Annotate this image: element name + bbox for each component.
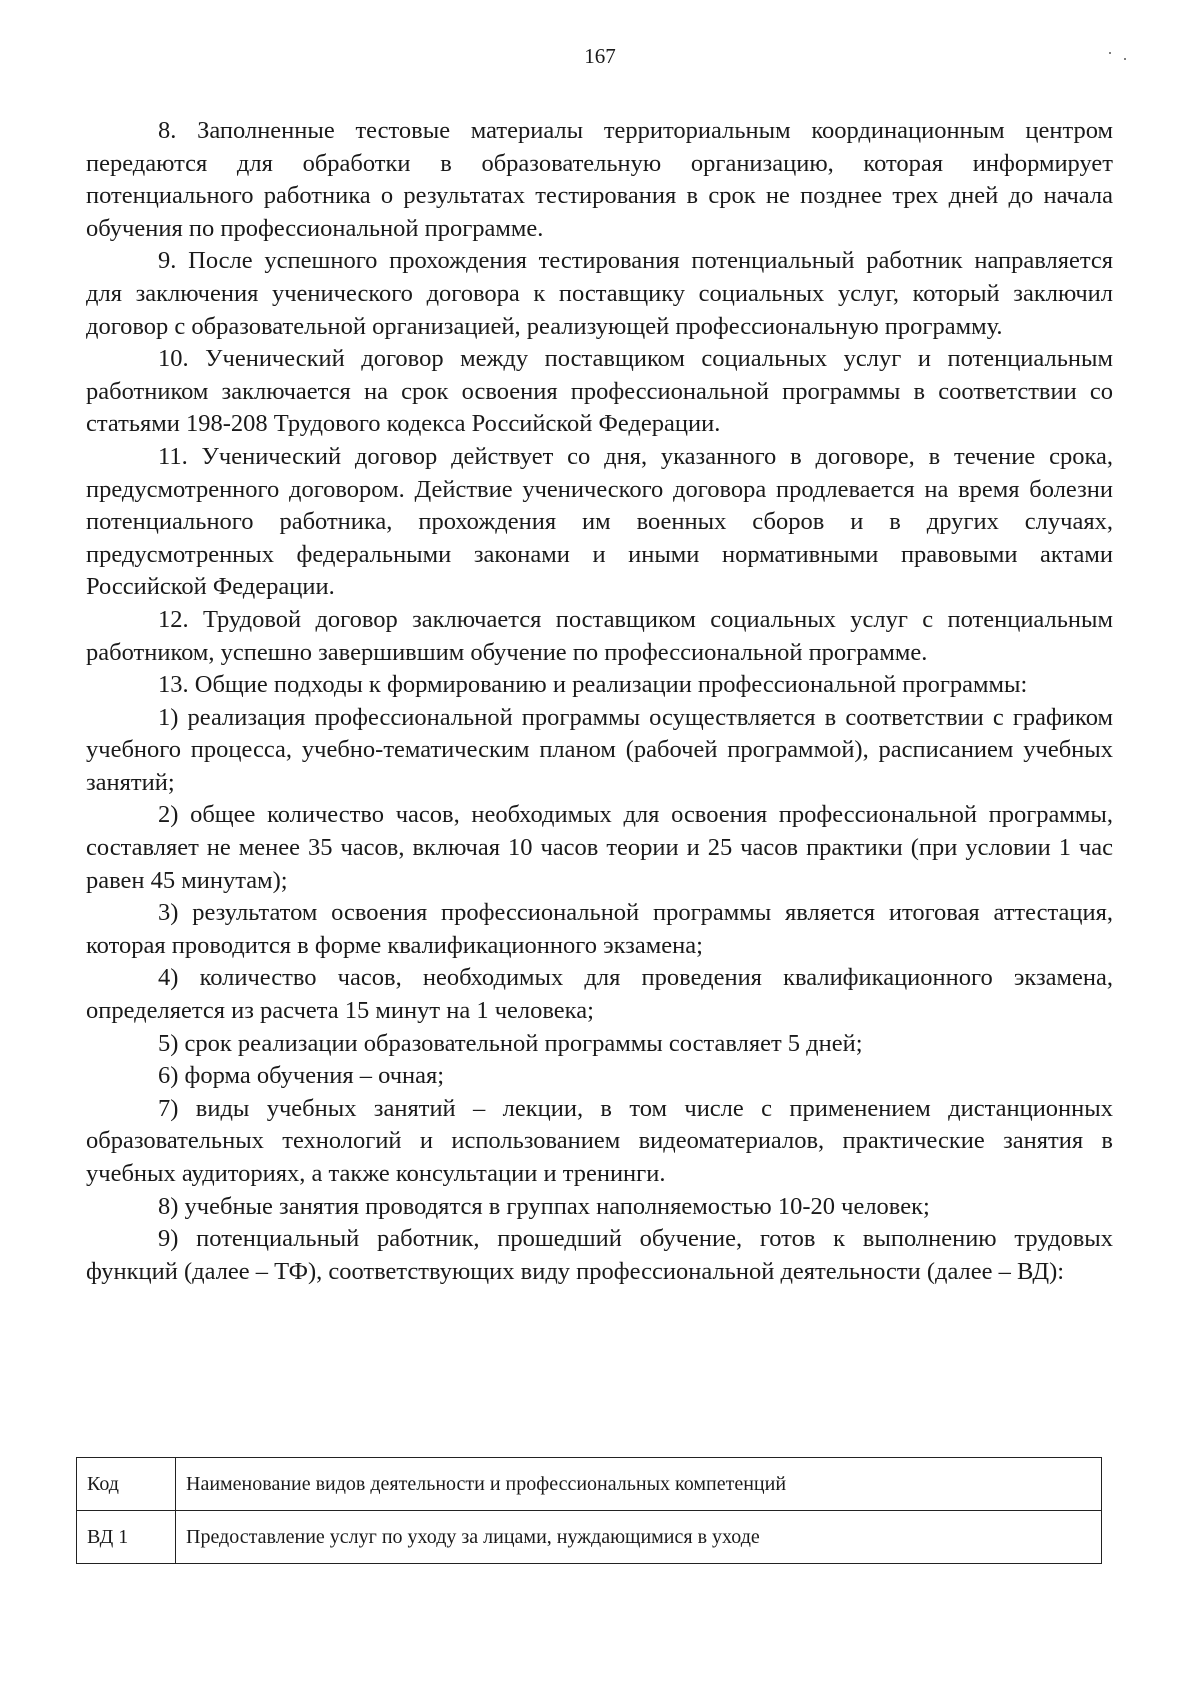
list-item: 5) срок реализации образовательной программы составляет 5 дней; [158,1029,863,1057]
list-item: 8) учебные занятия проводятся в группах наполняемостью 10-20 человек; [158,1192,930,1220]
table-header-name: Наименование видов деятельности и профессиональных компетенций [176,1458,1102,1511]
scan-speck [1124,58,1126,60]
list-item: 9) потенциальный работник, прошедший обучение, готов к выполнению трудовых функций (далее – ТФ), соответствующих виду профессиональной деятельности (далее – ВД): [86,1225,1113,1285]
table-header-row [77,1458,1102,1511]
paragraph: 8. Заполненные тестовые материалы территориальным координационным центром передаются для обработки в образовательную организацию, которая информирует потенциального работника о результатах тестирования в срок не позднее трех дней до начала обучения по профессиональной программе. [86,117,1113,242]
list-item: 6) форма обучения – очная; [158,1062,445,1090]
list-item: 1) реализация профессиональной программы осуществляется в соответствии с графиком учебного процесса, учебно-тематическим планом (рабочей программой), расписанием учебных занятий; [86,703,1113,796]
paragraph: 11. Ученический договор действует со дня, указанного в договоре, в течение срока, предусмотренного договором. Действие ученического договора продлевается на время болезни потенциального работника, прохождения им военных сборов и в других случаях, предусмотренных федеральными законами и иными нормативными правовыми актами Российской Федерации. [86,442,1113,601]
list-item: 4) количество часов, необходимых для проведения квалификационного экзамена, определяется из расчета 15 минут на 1 человека; [86,964,1113,1025]
table-cell-name: Предоставление услуг по уходу за лицами, нуждающимися в уходе [176,1511,1102,1564]
paragraph: 9. После успешного прохождения тестирования потенциальный работник направляется для заключения ученического договора к поставщику социальных услуг, который заключил договор с образовательной организацией, реализующей профессиональную программу. [86,247,1113,340]
document-body [86,115,1113,1288]
activity-table [76,1457,1102,1564]
page-number: 167 [584,44,616,68]
paragraph: 13. Общие подходы к формированию и реализации профессиональной программы: [158,671,1028,699]
list-item: 3) результатом освоения профессиональной программы является итоговая аттестация, которая проводится в форме квалификационного экзамена; [86,899,1113,959]
table-cell-code: ВД 1 [77,1511,176,1564]
list-item: 2) общее количество часов, необходимых для освоения профессиональной программы, составляет не менее 35 часов, включая 10 часов теории и 25 часов практики (при условии 1 час равен 45 минутам); [86,801,1113,894]
paragraph: 12. Трудовой договор заключается поставщиком социальных услуг с потенциальным работником, успешно завершившим обучение по профессиональной программе. [86,605,1113,666]
scan-speck [1109,52,1111,54]
list-item: 7) виды учебных занятий – лекции, в том числе с применением дистанционных образовательных технологий и использованием видеоматериалов, практические занятия в учебных аудиториях, а также консультации и тренинги. [86,1094,1113,1187]
table-row [77,1511,1102,1564]
paragraph: 10. Ученический договор между поставщиком социальных услуг и потенциальным работником заключается на срок освоения профессиональной программы в соответствии со статьями 198-208 Трудового кодекса Российской Федерации. [86,345,1113,438]
table-header-code: Код [77,1458,176,1511]
